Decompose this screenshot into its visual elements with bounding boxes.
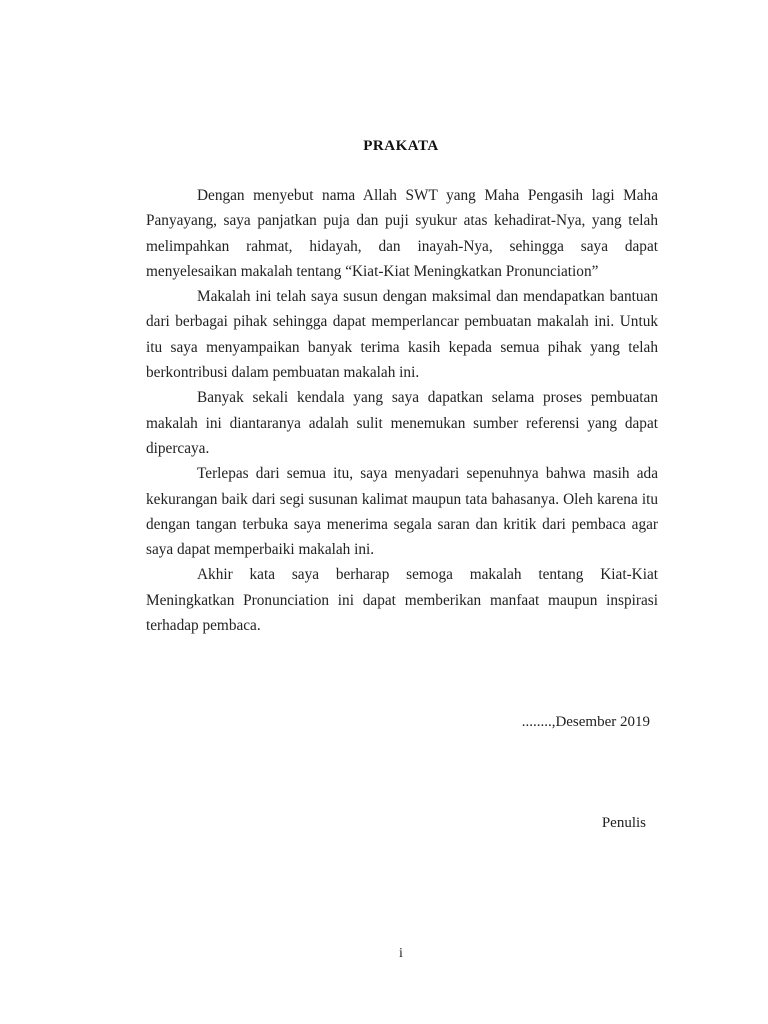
paragraph-4: Terlepas dari semua itu, saya menyadari sepenuhnya bahwa masih ada kekurangan baik dari segi susunan kalimat maupun tata bahasanya. Oleh karena itu dengan tangan terbuka saya menerima segala saran dan kritik dari pembaca agar saya dapat memperbaiki makalah ini.	[146, 465, 658, 559]
page-title: PRAKATA	[363, 138, 439, 154]
author-signature: Penulis	[601, 815, 646, 831]
paragraph-2: Makalah ini telah saya susun dengan maksimal dan mendapatkan bantuan dari berbagai pihak sehingga dapat memperlancar pembuatan makalah ini. Untuk itu saya menyampaikan banyak terima kasih kepada semua pihak yang telah berkontribusi dalam pembuatan makalah ini.	[146, 288, 658, 382]
date-line: ........,Desember 2019	[521, 714, 650, 730]
paragraph-5: Akhir kata saya berharap semoga makalah tentang Kiat-Kiat Meningkatkan Pronunciation ini dapat memberikan manfaat maupun inspirasi terhadap pembaca.	[146, 566, 658, 635]
preface-body	[146, 183, 658, 638]
paragraph-1: Dengan menyebut nama Allah SWT yang Maha Pengasih lagi Maha Panyayang, saya panjatkan puja dan puji syukur atas kehadirat-Nya, yang telah melimpahkan rahmat, hidayah, dan inayah-Nya, sehingga saya dapat menyelesaikan makalah tentang “Kiat-Kiat Meningkatkan Pronunciation”	[146, 187, 658, 280]
page-number: i	[399, 946, 403, 961]
paragraph-3: Banyak sekali kendala yang saya dapatkan selama proses pembuatan makalah ini diantaranya adalah sulit menemukan sumber referensi yang dapat dipercaya.	[146, 389, 658, 457]
